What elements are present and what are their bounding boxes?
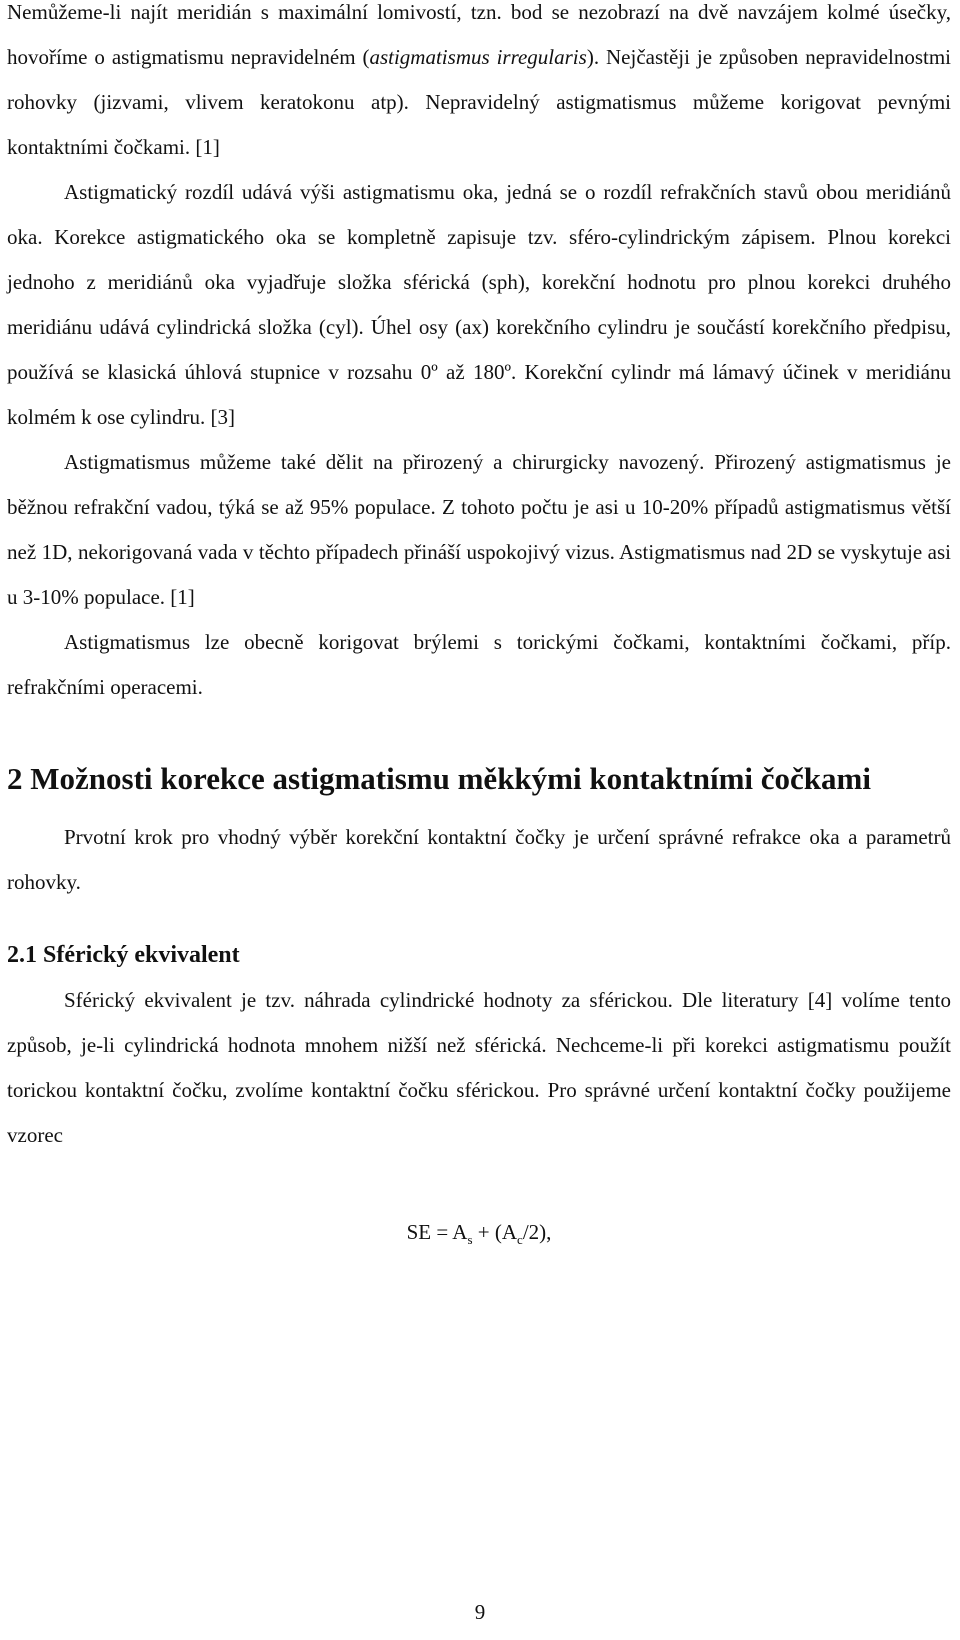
paragraph-irregular-astigmatism (7, 0, 951, 170)
formula-subscript-c: c (517, 1232, 523, 1248)
paragraph-spherical-equivalent: Sférický ekvivalent je tzv. náhrada cylindrické hodnoty za sférickou. Dle literatury [4] volíme tento způsob, je-li cylindrická hodnota mnohem nižší než sférická. Nechceme-li při korekci astigmatismu použít torickou kontaktní čočku, zvolíme kontaktní čočku sférickou. Pro správné určení kontaktní čočky použijeme vzorec (7, 988, 951, 1147)
formula-mid: + (A (472, 1220, 518, 1244)
paragraph-astigmatic-difference: Astigmatický rozdíl udává výši astigmatismu oka, jedná se o rozdíl refrakčních stavů obou meridiánů oka. Korekce astigmatického oka se kompletně zapisuje tzv. sféro-cylindrickým zápisem. Plnou korekci jednoho z meridiánů oka vyjadřuje složka sférická (sph), korekční hodnotu pro plnou korekci druhého meridiánu udává cylindrická složka (cyl). Úhel osy (ax) korekčního cylindru je součástí korekčního předpisu, používá se klasická úhlová stupnice v rozsahu 0º až 180º. Korekční cylindr má lámavý účinek v meridiánu kolmém k ose cylindru. [3] (7, 180, 951, 429)
chapter-heading: 2 Možnosti korekce astigmatismu měkkými kontaktními čočkami (7, 761, 871, 796)
formula-end: /2), (522, 1220, 552, 1244)
page-number: 9 (474, 1600, 486, 1624)
latin-term: astigmatismus irregularis (369, 45, 587, 69)
document-page (7, 0, 951, 1255)
paragraph-first-step: Prvotní krok pro vhodný výběr korekční kontaktní čočky je určení správné refrakce oka a parametrů rohovky. (7, 825, 951, 894)
formula-lhs: SE = A (406, 1220, 468, 1244)
paragraph-natural-astigmatism: Astigmatismus můžeme také dělit na přirozený a chirurgicky navozený. Přirozený astigmatismus je běžnou refrakční vadou, týká se až 95% populace. Z tohoto počtu je asi u 10-20% případů astigmatismus větší než 1D, nekorigovaná vada v těchto případech přináší uspokojivý vizus. Astigmatismus nad 2D se vyskytuje asi u 3-10% populace. [1] (7, 450, 951, 609)
paragraph-correction-methods: Astigmatismus lze obecně korigovat brýlemi s torickými čočkami, kontaktními čočkami, příp. refrakčními operacemi. (7, 630, 951, 699)
paragraph-text: ). Nejčastěji je způsoben nepravidelnostmi rohovky (jizvami, vlivem keratokonu atp). Nepravidelný astigmatismus můžeme korigovat pevnými kontaktními čočkami. [1] (7, 45, 952, 159)
paragraph-text: Nemůžeme-li najít meridián s maximální lomivostí, tzn. bod se nezobrazí na dvě navzájem kolmé úsečky, hovoříme o astigmatismu nepravidelném ( (7, 0, 951, 69)
formula-spherical-equivalent (7, 1210, 951, 1255)
section-heading: 2.1 Sférický ekvivalent (7, 942, 240, 968)
formula-subscript-s: s (467, 1232, 473, 1248)
